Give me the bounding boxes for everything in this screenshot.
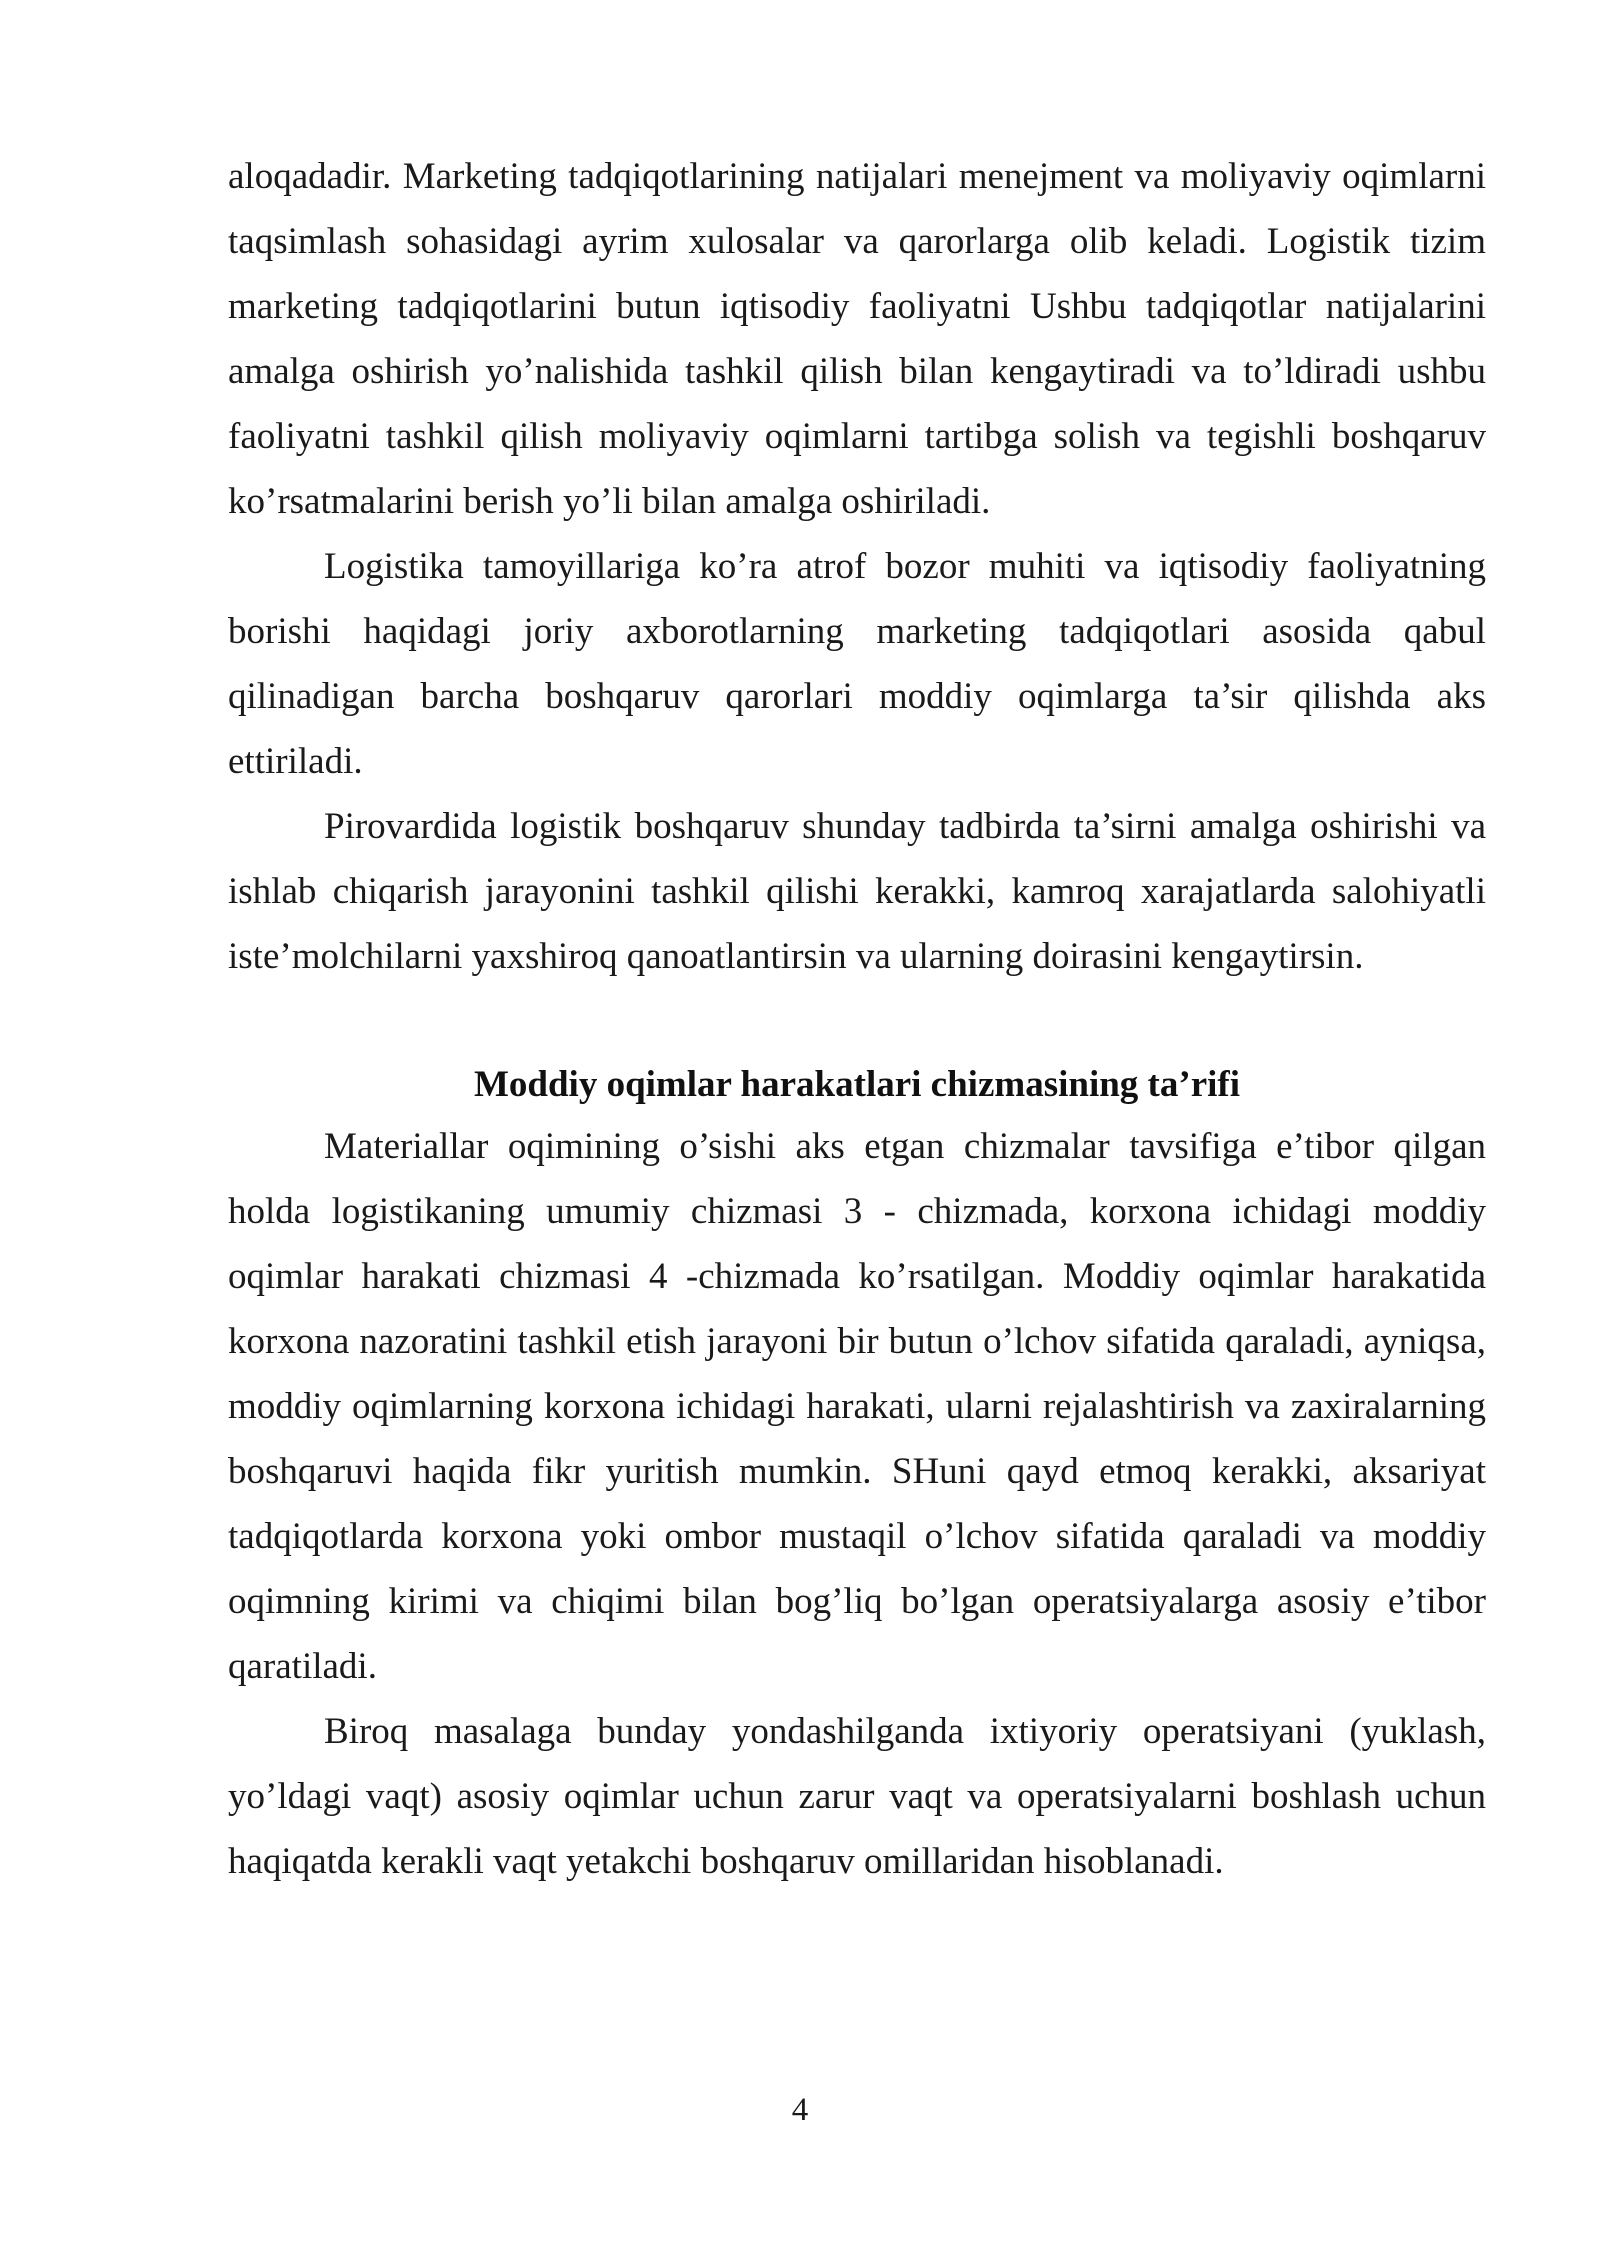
paragraph-pirovardida: Pirovardida logistik boshqaruv shunday tadbirda ta’sirni amalga oshirishi va ishlab chiqarish jarayonini tashkil qilishi kerakki, kamroq xarajatlarda salohiyatli iste’molchilarni yaxshiroq qanoatlantirsin va ularning doirasini kengaytirsin. xyxy=(228,806,1486,977)
paragraph-continuation: aloqadadir. Marketing tadqiqotlarining natijalari menejment va moliyaviy oqimlarni taqsimlash sohasidagi ayrim xulosalar va qarorlarga olib keladi. Logistik tizim marketing tadqiqotlarini butun iqtisodiy faoliyatni Ushbu tadqiqotlar natijalarini amalga oshirish yo’nalishida tashkil qilish bilan kengaytiradi va to’ldiradi ushbu faoliyatni tashkil qilish moliyaviy oqimlarni tartibga solish va tegishli boshqaruv ko’rsatmalarini berish yo’li bilan amalga oshiriladi. xyxy=(228,156,1486,522)
paragraph-biroq: Biroq masalaga bunday yondashilganda ixtiyoriy operatsiyani (yuklash, yo’ldagi vaqt) asosiy oqimlar uchun zarur vaqt va operatsiyalarni boshlash uchun haqiqatda kerakli vaqt yetakchi boshqaruv omillaridan hisoblanadi. xyxy=(228,1711,1486,1882)
body-text-section-1 xyxy=(228,144,1486,989)
paragraph-materiallar: Materiallar oqimining o’sishi aks etgan chizmalar tavsifiga e’tibor qilgan holda logistikaning umumiy chizmasi 3 - chizmada, korxona ichidagi moddiy oqimlar harakati chizmasi 4 -chizmada ko’rsatilgan. Moddiy oqimlar harakatida korxona nazoratini tashkil etish jarayoni bir butun o’lchov sifatida qaraladi, ayniqsa, moddiy oqimlarning korxona ichidagi harakati, ularni rejalashtirish va zaxiralarning boshqaruvi haqida fikr yuritish mumkin. SHuni qayd etmoq kerakki, aksariyat tadqiqotlarda korxona yoki ombor mustaqil o’lchov sifatida qaraladi va moddiy oqimning kirimi va chiqimi bilan bog’liq bo’lgan operatsiyalarga asosiy e’tibor qaratiladi. xyxy=(228,1126,1486,1687)
page-number: 4 xyxy=(791,2092,809,2128)
paragraph-logistika-tamoyillari: Logistika tamoyillariga ko’ra atrof bozor muhiti va iqtisodiy faoliyatning borishi haqidagi joriy axborotlarning marketing tadqiqotlari asosida qabul qilinadigan barcha boshqaruv qarorlari moddiy oqimlarga ta’sir qilishda aks ettiriladi. xyxy=(228,546,1486,782)
section-heading: Moddiy oqimlar harakatlari chizmasining ta’rifi xyxy=(473,1064,1241,1105)
body-text-section-2 xyxy=(228,1114,1486,1894)
